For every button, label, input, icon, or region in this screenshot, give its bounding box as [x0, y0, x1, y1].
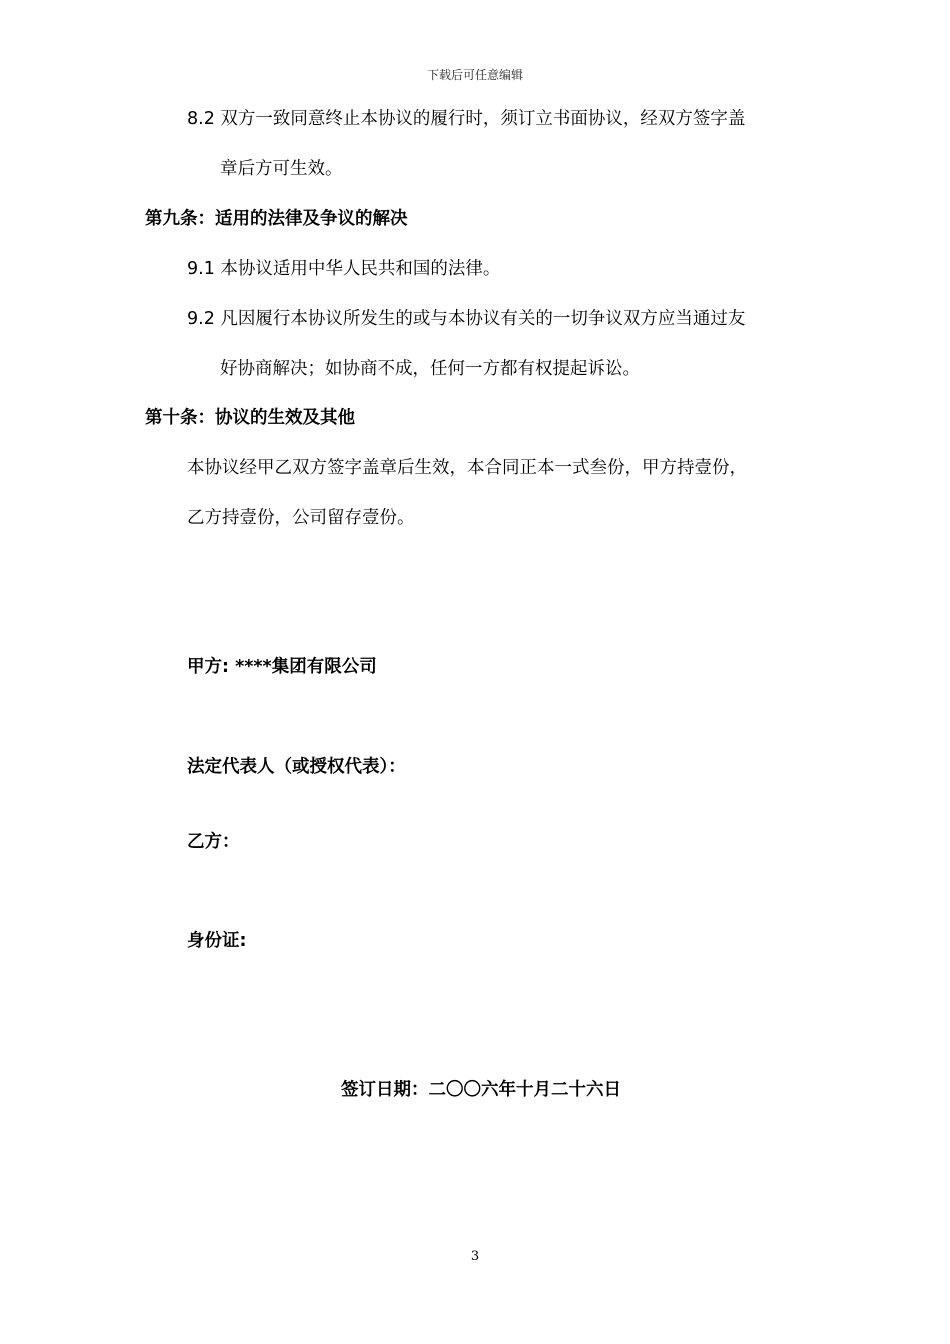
page-number: 3: [470, 1249, 480, 1264]
clause-10-body-line-1: 本协议经甲乙双方签字盖章后生效，本合同正本一式叁份，甲方持壹份，: [187, 458, 747, 478]
signing-date: 签订日期：二〇〇六年十月二十六日: [341, 1080, 621, 1100]
clause-9-1: 9.1 本协议适用中华人民共和国的法律。: [187, 259, 501, 279]
clause-9-heading: 第九条：适用的法律及争议的解决: [145, 209, 408, 229]
clause-9-2-line-2: 好协商解决；如协商不成，任何一方都有权提起诉讼。: [220, 359, 640, 379]
clause-10-heading: 第十条：协议的生效及其他: [145, 408, 355, 428]
header-note: 下载后可任意编辑: [426, 68, 523, 82]
clause-8-2-line-2: 章后方可生效。: [220, 159, 343, 179]
party-b-label: 乙方：: [187, 832, 240, 852]
clause-9-2-line-1: 9.2 凡因履行本协议所发生的或与本协议有关的一切争议双方应当通过友: [187, 309, 746, 329]
clause-8-2-line-1: 8.2 双方一致同意终止本协议的履行时，须订立书面协议，经双方签字盖: [187, 109, 746, 129]
clause-10-body-line-2: 乙方持壹份，公司留存壹份。: [187, 508, 415, 528]
legal-representative-label: 法定代表人（或授权代表）：: [187, 757, 406, 777]
id-card-label: 身份证:: [187, 931, 247, 951]
party-a-label: 甲方: ****集团有限公司: [187, 657, 377, 677]
